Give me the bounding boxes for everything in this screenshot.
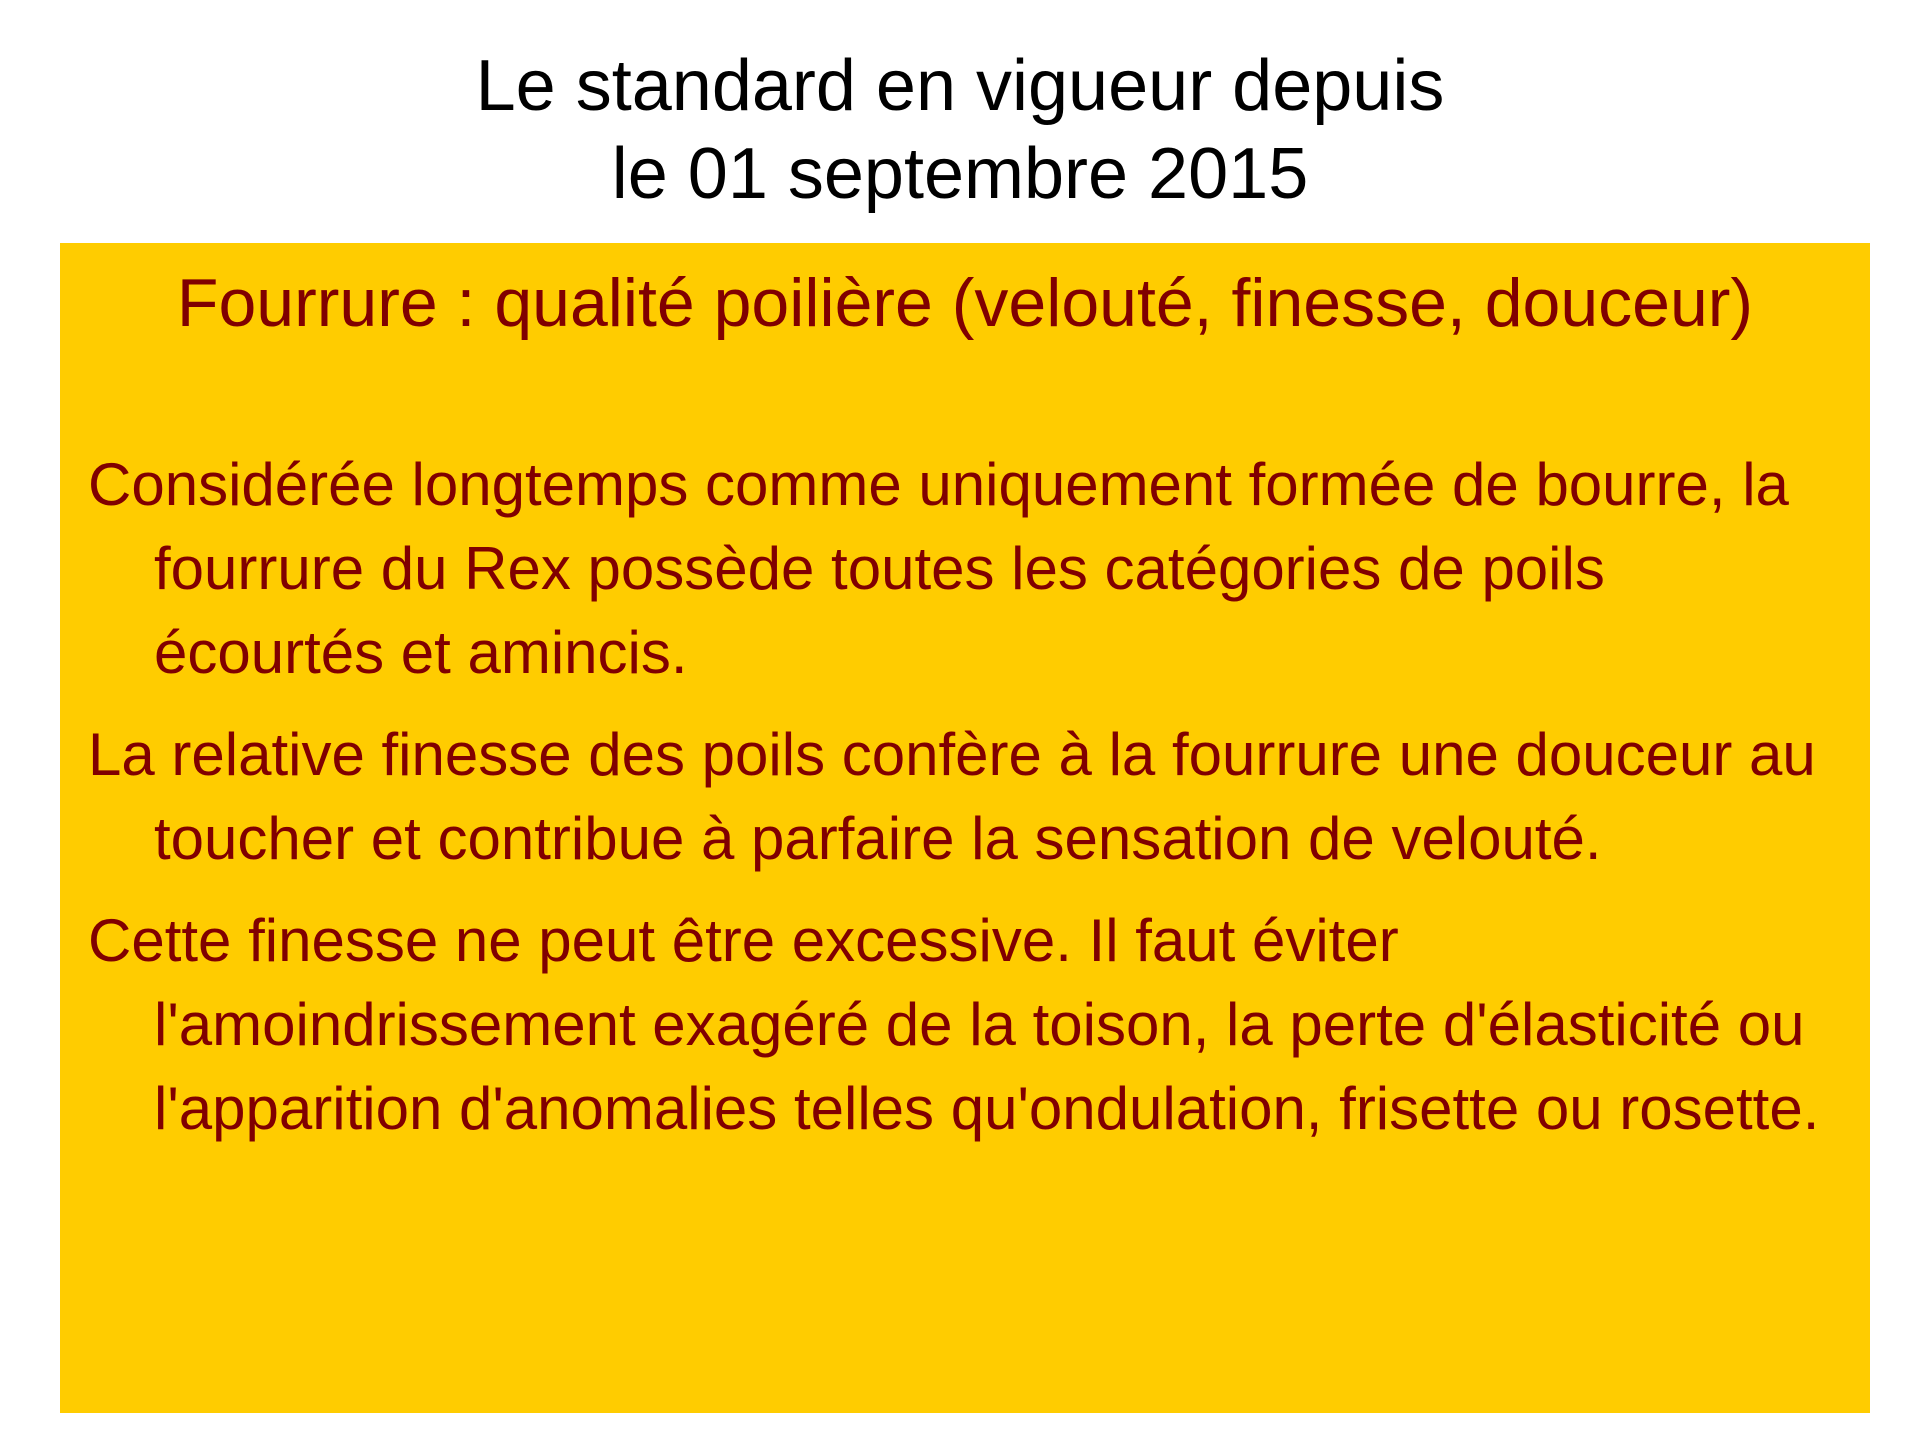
paragraph-2: La relative finesse des poils confère à la fourrure une douceur au toucher et contribue à parfaire la sensation de velouté. xyxy=(88,721,1816,872)
page-title-line-1: Le standard en vigueur depuis xyxy=(475,46,1445,126)
paragraph-1: Considérée longtemps comme uniquement formée de bourre, la fourrure du Rex possède toutes les catégories de poils écourtés et amincis. xyxy=(88,451,1789,686)
paragraph-3: Cette finesse ne peut être excessive. Il faut éviter l'amoindrissement exagéré de la toison, la perte d'élasticité ou l'apparition d'anomalies telles qu'ondulation, frisette ou rosette. xyxy=(88,907,1820,1142)
paragraph-list xyxy=(88,443,1848,1169)
content-box xyxy=(60,243,1870,1413)
box-heading: Fourrure : qualité poilière (velouté, finesse, douceur) xyxy=(176,265,1754,341)
page-title-line-2: le 01 septembre 2015 xyxy=(611,134,1309,214)
page-title xyxy=(0,42,1920,218)
